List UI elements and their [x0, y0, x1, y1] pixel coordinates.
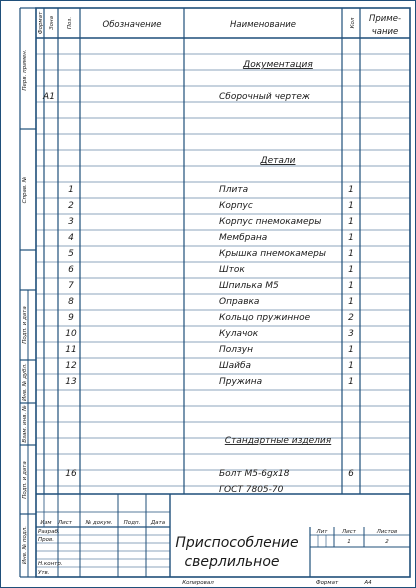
std-qty: 6 [348, 469, 354, 479]
tb-sheets: Листов [376, 529, 398, 535]
part-row [65, 361, 354, 371]
doc-title-1: Приспособление [175, 535, 299, 551]
label-first-use: Перв. примен. [22, 49, 28, 91]
part-name: Оправка [219, 297, 260, 307]
part-name: Крышка пнемокамеры [219, 249, 326, 259]
part-row [68, 217, 354, 227]
part-row [65, 377, 354, 387]
side-strip [20, 8, 36, 577]
part-row [68, 281, 354, 291]
part-qty: 1 [348, 361, 354, 371]
footer-format-label: Формат [315, 580, 339, 586]
part-row [68, 297, 354, 307]
part-qty: 1 [348, 345, 354, 355]
part-row [68, 265, 354, 275]
part-pos: 4 [68, 233, 74, 243]
header-note-2: чание [371, 27, 399, 37]
label-ref-no: Справ. № [22, 176, 28, 204]
tb-col-date: Дата [150, 520, 166, 526]
header-zone: Зона [49, 16, 55, 30]
part-qty: 1 [348, 281, 354, 291]
label-inv-replace: Взам. инв. № [22, 405, 28, 443]
header-qty: Кол [350, 17, 356, 29]
documentation-row [42, 92, 311, 102]
part-pos: 7 [68, 281, 74, 291]
part-row [65, 345, 354, 355]
part-pos: 12 [65, 361, 77, 371]
part-name: Шпилька М5 [219, 281, 279, 291]
part-name: Плита [219, 185, 249, 195]
tb-lit: Лит [316, 529, 328, 535]
header-pos: Поз. [67, 16, 73, 30]
part-pos: 9 [68, 313, 74, 323]
part-name: Корпус [219, 201, 253, 211]
part-pos: 5 [68, 249, 74, 259]
part-row [65, 329, 354, 339]
tb-developed: Разраб. [38, 529, 60, 535]
tb-norm-control: Н.контр. [38, 561, 63, 567]
header-designation: Обозначение [102, 20, 162, 30]
tb-sheet-value: 1 [347, 539, 351, 545]
doc-format: А1 [43, 92, 55, 102]
part-name: Мембрана [219, 233, 268, 243]
part-pos: 10 [65, 329, 77, 339]
parts-rows [65, 185, 354, 387]
section-documentation: Документация [243, 60, 313, 70]
part-qty: 1 [348, 377, 354, 387]
part-pos: 6 [68, 265, 74, 275]
section-parts: Детали [260, 156, 296, 166]
standard-row [65, 469, 354, 495]
tb-col-sheet: Лист [58, 520, 72, 526]
tb-sheet: Лист [342, 529, 356, 535]
part-qty: 1 [348, 185, 354, 195]
label-inv-dup: Инв. № дубл. [22, 363, 28, 401]
tb-col-sign: Подп. [123, 520, 141, 526]
std-name-1: Болт М5-6gх18 [219, 469, 290, 479]
std-name-2: ГОСТ 7805-70 [219, 485, 284, 495]
part-name: Шайба [219, 361, 252, 371]
section-standard: Стандартные изделия [224, 436, 332, 446]
part-qty: 1 [348, 265, 354, 275]
part-qty: 1 [348, 201, 354, 211]
part-qty: 3 [348, 329, 354, 339]
part-name: Ползун [219, 345, 254, 355]
part-row [68, 185, 354, 195]
part-name: Пружина [219, 377, 263, 387]
part-row [68, 233, 354, 243]
part-name: Корпус пнемокамеры [219, 217, 322, 227]
part-name: Шток [219, 265, 245, 275]
doc-name: Сборочный чертеж [219, 92, 311, 102]
tb-approved: Утв. [38, 570, 50, 576]
part-qty: 1 [348, 233, 354, 243]
header-name: Наименование [229, 20, 297, 30]
part-pos: 2 [68, 201, 74, 211]
doc-title-2: сверлильное [184, 554, 280, 570]
part-name: Кулачок [219, 329, 259, 339]
part-pos: 1 [68, 185, 74, 195]
part-row [68, 313, 354, 323]
footer-copied: Копировал [182, 580, 214, 586]
tb-checked: Пров. [38, 537, 54, 543]
part-pos: 11 [65, 345, 77, 355]
part-pos: 3 [68, 217, 74, 227]
part-qty: 1 [348, 297, 354, 307]
part-pos: 8 [68, 297, 74, 307]
part-row [68, 201, 354, 211]
label-sign-date-2: Подп. и дата [22, 461, 28, 499]
tb-col-doc: № докум. [85, 520, 113, 526]
label-inv-orig: Инв. № подл. [22, 526, 28, 564]
std-pos: 16 [65, 469, 77, 479]
part-pos: 13 [65, 377, 77, 387]
part-qty: 2 [348, 313, 354, 323]
column-headers [38, 11, 401, 37]
part-qty: 1 [348, 217, 354, 227]
header-format: Формат [38, 11, 44, 35]
part-qty: 1 [348, 249, 354, 259]
header-note-1: Приме- [368, 14, 402, 24]
title-block [36, 494, 410, 577]
part-name: Кольцо пружинное [219, 313, 311, 323]
part-row [68, 249, 354, 259]
label-sign-date-1: Подп. и дата [22, 306, 28, 344]
tb-sheets-value: 2 [385, 539, 389, 545]
tb-col-change: Изм [40, 520, 52, 526]
footer-format-value: А4 [364, 580, 372, 586]
